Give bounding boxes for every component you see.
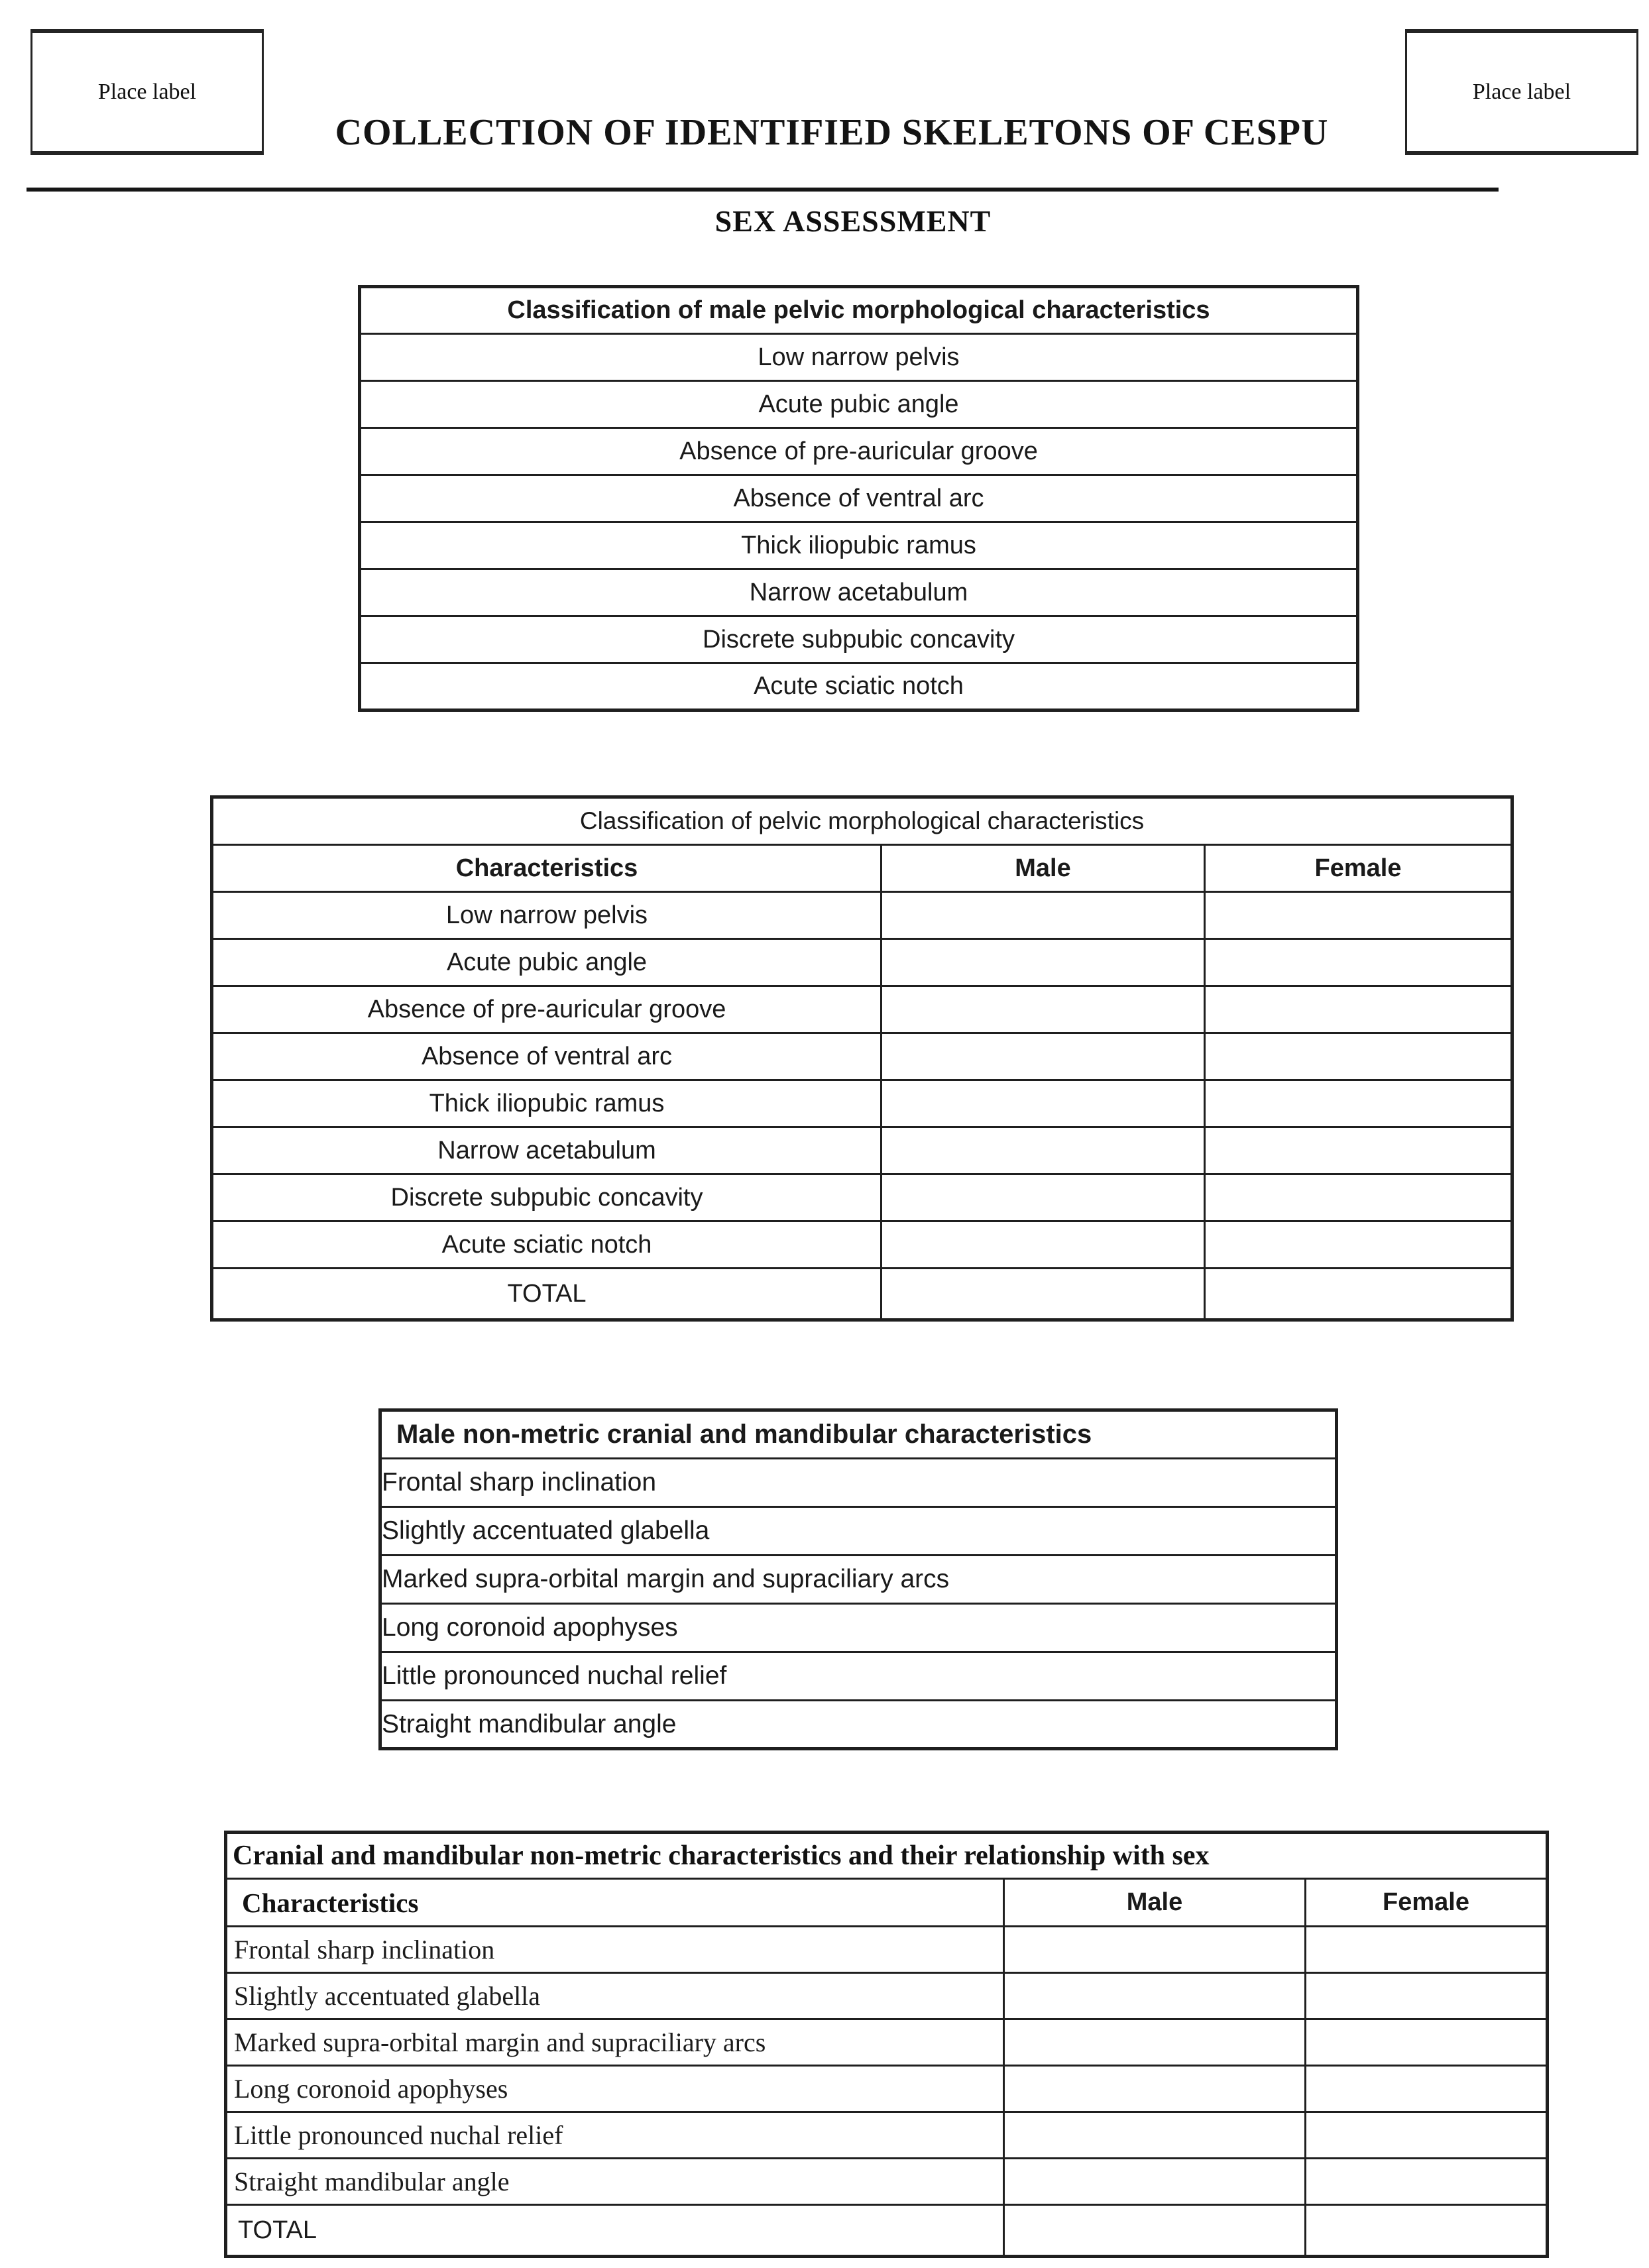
male-blank-cell	[1004, 2019, 1306, 2066]
female-blank-cell	[1205, 1221, 1512, 1269]
column-header-characteristics: Characteristics	[226, 1879, 1004, 1927]
column-header-male: Male	[1004, 1879, 1306, 1927]
male-blank-cell	[1004, 1973, 1306, 2019]
characteristic-cell: Narrow acetabulum	[360, 569, 1358, 616]
place-label-text-right: Place label	[1472, 80, 1571, 104]
characteristic-cell: Little pronounced nuchal relief	[380, 1652, 1337, 1701]
characteristic-cell: Straight mandibular angle	[380, 1701, 1337, 1749]
characteristic-cell: Low narrow pelvis	[212, 892, 881, 939]
female-blank-cell	[1205, 892, 1512, 939]
column-header-female: Female	[1306, 1879, 1548, 1927]
document-title: COLLECTION OF IDENTIFIED SKELETONS OF CESPU	[335, 112, 1329, 153]
table-row	[226, 2112, 1548, 2159]
pelvic-characteristics-score-table	[210, 795, 1514, 1322]
table-row	[360, 428, 1358, 475]
characteristic-cell: Low narrow pelvis	[360, 334, 1358, 381]
table-row	[360, 475, 1358, 522]
table-row	[212, 1127, 1512, 1174]
characteristic-cell: Thick iliopubic ramus	[360, 522, 1358, 569]
female-blank-cell	[1306, 2112, 1548, 2159]
male-blank-cell	[1004, 1927, 1306, 1973]
table-title-row	[212, 797, 1512, 845]
table-row	[212, 1174, 1512, 1221]
male-total-blank-cell	[881, 1269, 1205, 1320]
characteristic-cell: Straight mandibular angle	[226, 2159, 1004, 2205]
table-header-row	[380, 1410, 1337, 1459]
male-blank-cell	[881, 1221, 1205, 1269]
table-header-row	[226, 1879, 1548, 1927]
table-row	[360, 663, 1358, 710]
total-label-cell: TOTAL	[212, 1269, 881, 1320]
characteristic-cell: Marked supra-orbital margin and supraciliary arcs	[380, 1556, 1337, 1604]
male-total-blank-cell	[1004, 2205, 1306, 2257]
characteristic-cell: Acute pubic angle	[360, 381, 1358, 428]
table-row	[226, 2066, 1548, 2112]
table-header-cell: Classification of male pelvic morphological characteristics	[360, 287, 1358, 334]
characteristic-cell: Acute sciatic notch	[360, 663, 1358, 710]
header-divider-rule	[27, 188, 1499, 192]
female-total-blank-cell	[1306, 2205, 1548, 2257]
female-blank-cell	[1306, 2159, 1548, 2205]
characteristic-cell: Discrete subpubic concavity	[360, 616, 1358, 663]
table-header-row	[212, 845, 1512, 892]
male-blank-cell	[1004, 2159, 1306, 2205]
female-blank-cell	[1205, 939, 1512, 986]
male-pelvic-characteristics-table	[358, 285, 1359, 712]
characteristic-cell: Slightly accentuated glabella	[226, 1973, 1004, 2019]
table-row	[212, 892, 1512, 939]
male-blank-cell	[881, 1127, 1205, 1174]
male-blank-cell	[881, 939, 1205, 986]
female-blank-cell	[1306, 1973, 1548, 2019]
table-row	[212, 986, 1512, 1033]
table-row	[380, 1507, 1337, 1556]
place-label-text-left: Place label	[97, 80, 197, 104]
table-row	[212, 1080, 1512, 1127]
table-header-row	[360, 287, 1358, 334]
characteristic-cell: Slightly accentuated glabella	[380, 1507, 1337, 1556]
table-row	[212, 1221, 1512, 1269]
characteristic-cell: Long coronoid apophyses	[380, 1604, 1337, 1652]
male-blank-cell	[881, 892, 1205, 939]
table-title-cell: Cranial and mandibular non-metric characteristics and their relationship with sex	[226, 1833, 1548, 1879]
table-row	[380, 1652, 1337, 1701]
characteristic-cell: Frontal sharp inclination	[380, 1459, 1337, 1507]
female-blank-cell	[1205, 1174, 1512, 1221]
male-blank-cell	[881, 1174, 1205, 1221]
female-blank-cell	[1306, 2066, 1548, 2112]
table-row	[360, 381, 1358, 428]
table-row	[212, 1033, 1512, 1080]
characteristic-cell: Thick iliopubic ramus	[212, 1080, 881, 1127]
characteristic-cell: Frontal sharp inclination	[226, 1927, 1004, 1973]
female-blank-cell	[1306, 1927, 1548, 1973]
column-header-male: Male	[881, 845, 1205, 892]
male-blank-cell	[881, 1033, 1205, 1080]
table-row	[226, 1927, 1548, 1973]
table-row	[226, 1973, 1548, 2019]
female-blank-cell	[1306, 2019, 1548, 2066]
table-row	[380, 1556, 1337, 1604]
characteristic-cell: Absence of pre-auricular groove	[360, 428, 1358, 475]
table-row	[380, 1604, 1337, 1652]
male-cranial-characteristics-table	[378, 1408, 1338, 1750]
table-row	[226, 2159, 1548, 2205]
total-row	[212, 1269, 1512, 1320]
table-row	[360, 522, 1358, 569]
table-row	[380, 1701, 1337, 1749]
male-blank-cell	[1004, 2066, 1306, 2112]
cranial-characteristics-score-table	[224, 1831, 1549, 2258]
characteristic-cell: Little pronounced nuchal relief	[226, 2112, 1004, 2159]
total-row	[226, 2205, 1548, 2257]
female-blank-cell	[1205, 986, 1512, 1033]
table-row	[226, 2019, 1548, 2066]
section-heading-sex-assessment: SEX ASSESSMENT	[714, 204, 992, 238]
column-header-female: Female	[1205, 845, 1512, 892]
male-blank-cell	[881, 986, 1205, 1033]
characteristic-cell: Absence of pre-auricular groove	[212, 986, 881, 1033]
characteristic-cell: Narrow acetabulum	[212, 1127, 881, 1174]
table-row	[360, 334, 1358, 381]
male-blank-cell	[881, 1080, 1205, 1127]
characteristic-cell: Absence of ventral arc	[360, 475, 1358, 522]
table-row	[212, 939, 1512, 986]
table-row	[380, 1459, 1337, 1507]
characteristic-cell: Marked supra-orbital margin and supraciliary arcs	[226, 2019, 1004, 2066]
female-total-blank-cell	[1205, 1269, 1512, 1320]
female-blank-cell	[1205, 1080, 1512, 1127]
column-header-characteristics: Characteristics	[212, 845, 881, 892]
female-blank-cell	[1205, 1033, 1512, 1080]
characteristic-cell: Acute sciatic notch	[212, 1221, 881, 1269]
characteristic-cell: Long coronoid apophyses	[226, 2066, 1004, 2112]
table-row	[360, 569, 1358, 616]
table-header-cell: Male non-metric cranial and mandibular characteristics	[380, 1410, 1337, 1459]
table-title-row	[226, 1833, 1548, 1879]
characteristic-cell: Absence of ventral arc	[212, 1033, 881, 1080]
characteristic-cell: Acute pubic angle	[212, 939, 881, 986]
male-blank-cell	[1004, 2112, 1306, 2159]
characteristic-cell: Discrete subpubic concavity	[212, 1174, 881, 1221]
total-label-cell: TOTAL	[226, 2205, 1004, 2257]
female-blank-cell	[1205, 1127, 1512, 1174]
table-row	[360, 616, 1358, 663]
table-title-cell: Classification of pelvic morphological characteristics	[212, 797, 1512, 845]
